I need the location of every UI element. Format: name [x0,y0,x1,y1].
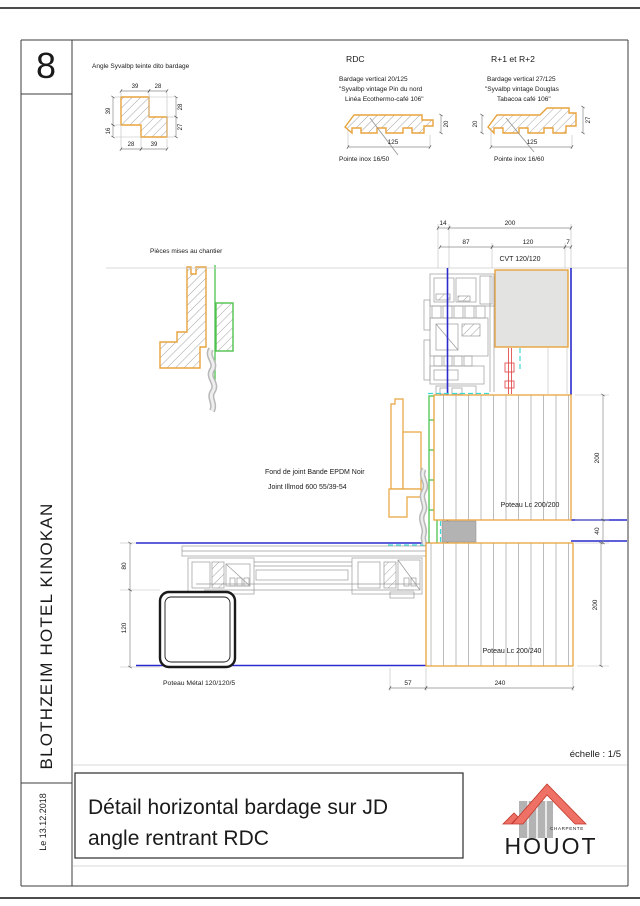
dim-text: 16 [106,127,112,135]
metal-post [160,592,235,687]
scale-label: échelle : 1/5 [569,749,621,760]
cladding-angle-board [391,399,403,489]
post2-label: Poteau Lc 200/240 [482,648,542,655]
rdc-board-profile [345,115,433,133]
post1-label: Poteau Lc 200/200 [500,502,560,509]
site-pieces-label: Pièces mises au chantier [150,248,223,255]
r12-note: Pointe inox 16/60 [494,156,545,163]
window-section-horizontal [182,546,426,598]
logo-tagline: CHARPENTE [550,826,584,831]
cladding-angle-block [403,432,421,489]
r12-title: R+1 et R+2 [491,54,535,64]
dim-text: 125 [387,139,399,146]
dim-text: 200 [592,599,599,611]
dims-bottom [390,668,573,691]
site-batten-piece [216,303,233,351]
dim-text: 7 [566,239,570,246]
dim-text: 120 [522,239,534,246]
dims-right [575,395,609,666]
rdc-title: RDC [346,54,365,64]
r1r2-cladding-detail [473,54,592,163]
logo-text: HOUOT [504,833,598,859]
rdc-note: Pointe inox 16/50 [339,156,390,163]
cladding-angle-foot [389,489,421,517]
drawing-title-line2: angle rentrant RDC [88,827,269,850]
project-name: BLOTHZEIM HOTEL KINOKAN [37,502,56,770]
dim-text: 14 [439,220,447,227]
dim-text: 39 [106,107,112,115]
rdc-cladding-detail [339,54,450,163]
sheet-date: Le 13.12.2018 [38,793,48,851]
rdc-line1: Bardage vertical 20/125 [339,76,408,83]
window-section-vertical [424,274,494,396]
cvt-label: CVT 120/120 [499,256,541,263]
r12-line3: Tabacoa café 106" [497,96,551,103]
dim-text: 27 [178,123,184,131]
dim-text: 28 [127,142,135,148]
cvt-block [495,256,568,347]
dim-text: 20 [444,120,450,128]
rdc-line3: Linéa Ecothermo-café 106" [345,96,424,103]
angle-corner-detail [92,63,190,149]
rdc-line2: "Syvalbp vintage Pin du nord [339,86,423,93]
dim-text: 28 [154,84,162,90]
dim-text: 39 [150,142,158,148]
dim-text: 125 [526,139,538,146]
angle-profile-shape [121,97,167,137]
dim-text: 200 [504,220,516,227]
dim-text: 240 [494,680,506,687]
dim-text: 40 [594,527,601,535]
dim-text: 20 [473,120,479,128]
post-lc-200-240 [426,543,573,666]
site-pieces-detail [150,248,233,411]
dim-text: 28 [178,103,184,111]
metal-post-label: Poteau Métal 120/120/5 [163,680,236,687]
dim-text: 80 [121,562,128,570]
dim-text: 39 [131,84,139,90]
r12-line2: "Syvalbp vintage Douglas [485,86,559,93]
main-plan [106,220,627,691]
joint-label-1: Fond de joint Bande EPDM Noir [265,469,365,476]
dim-text: 120 [121,622,128,634]
dim-text: 57 [404,680,412,687]
sheet-number: 8 [35,45,57,86]
dim-text: 27 [586,116,592,124]
r12-line1: Bardage vertical 27/125 [487,76,556,83]
batten-red-group [505,348,567,394]
site-timber-piece [160,267,206,368]
spacer-block-gray [442,521,476,542]
dim-text: 200 [594,452,601,464]
r12-board-profile [488,108,576,133]
title-block [75,773,463,858]
angle-detail-label: Angle Syvalbp teinte dito bardage [92,63,190,70]
drawing-title-line1: Détail horizontal bardage sur JD [88,796,388,819]
dims-left [120,543,160,667]
dim-text: 87 [462,239,470,246]
joint-label-2: Joint Illmod 600 55/39-54 [268,484,347,491]
joint-annotation [265,469,365,491]
post-lc-200-200 [434,395,571,520]
houot-logo [503,784,598,859]
